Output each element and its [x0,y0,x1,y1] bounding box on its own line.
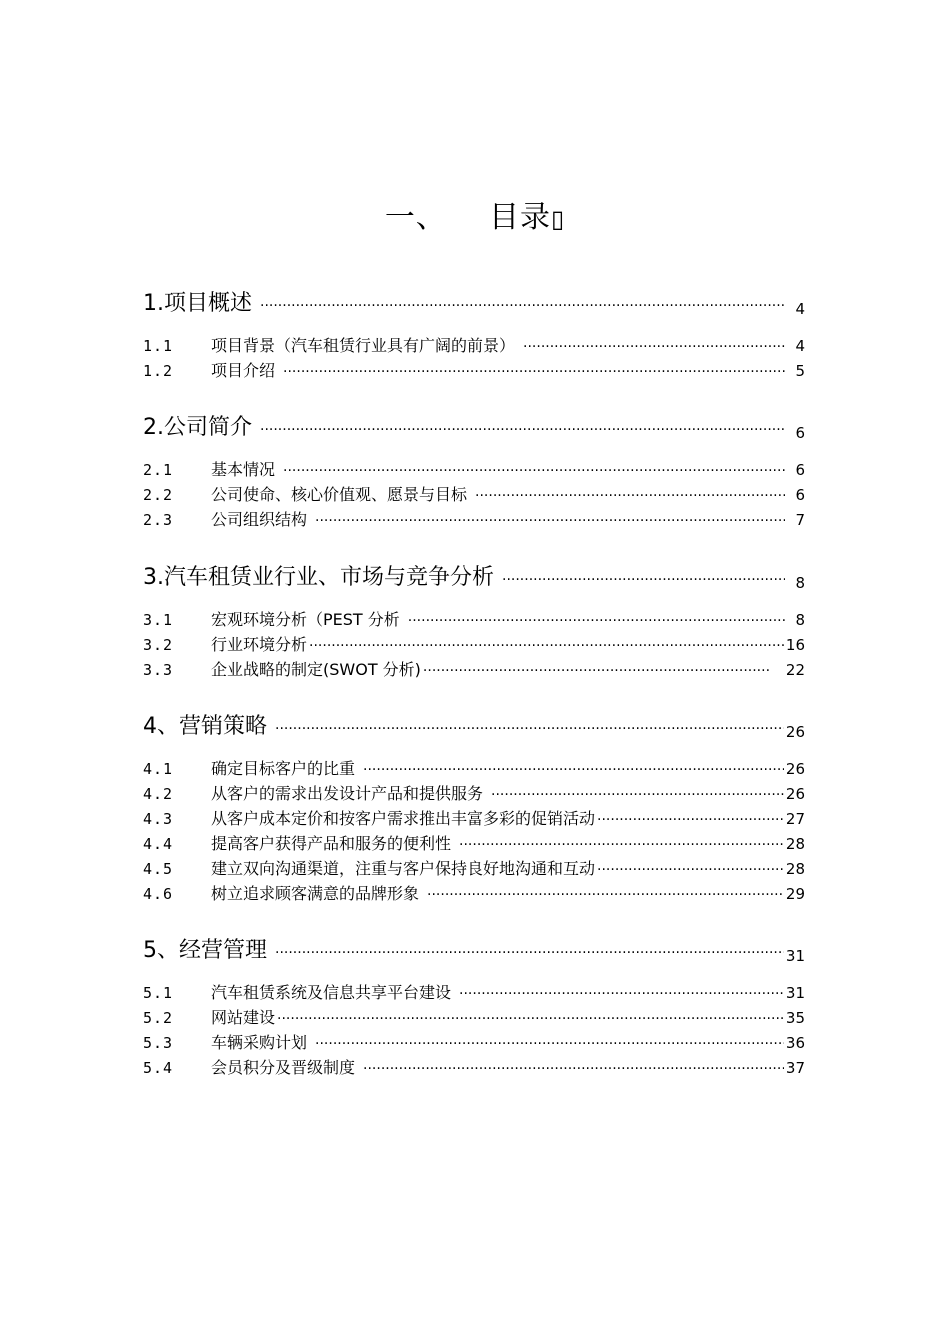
dot-leader [283,364,785,380]
toc-item-3-2-label: 行业环境分析 [211,635,308,654]
toc-item-1-1-number: 1.1 [143,337,174,355]
toc-section-3-label: 3.汽车租赁业行业、市场与竞争分析 [143,565,494,590]
toc-item-2-1-number: 2.1 [143,461,174,479]
toc-item-1-2[interactable] [143,358,805,382]
dot-leader [275,721,784,737]
page-title [0,192,950,236]
toc-item-3-1[interactable] [143,607,805,631]
toc-item-4-6-label: 树立追求顾客满意的品牌形象 [211,884,420,903]
dot-leader [363,762,784,778]
toc-item-2-2[interactable] [143,482,805,506]
toc-section-5-page: 31 [785,947,805,965]
dot-leader [408,613,785,629]
dot-leader [491,787,784,803]
toc-item-4-1-number: 4.1 [143,760,174,778]
toc-item-4-5-page: 28 [785,860,805,878]
toc-item-1-2-label: 项目介绍 [211,361,276,380]
dot-leader [459,837,784,853]
toc-item-4-2-label: 从客户的需求出发设计产品和提供服务 [211,784,484,803]
toc-item-2-3-number: 2.3 [143,511,174,529]
toc-item-2-2-label: 公司使命、核心价值观、愿景与目标 [211,485,468,504]
toc-item-5-2[interactable] [143,1005,805,1029]
toc-item-4-2-number: 4.2 [143,785,174,803]
toc-item-4-4-number: 4.4 [143,835,174,853]
title-placeholder-glyph: ▯ [550,205,566,233]
toc-item-2-1-label: 基本情况 [211,460,276,479]
dot-leader [427,887,784,903]
toc-item-5-1-number: 5.1 [143,984,174,1002]
toc-item-5-3-page: 36 [785,1034,805,1052]
toc-item-3-3-page: 22 [785,661,805,679]
toc-item-5-3[interactable] [143,1030,805,1054]
dot-leader [315,513,785,529]
toc-item-3-1-label: 宏观环境分析（PEST 分析 [211,610,400,629]
toc-item-4-1-label: 确定目标客户的比重 [211,759,356,778]
toc-item-3-2[interactable] [143,632,805,656]
toc-item-4-3-number: 4.3 [143,810,174,828]
toc-item-1-1-label: 项目背景（汽车租赁行业具有广阔的前景） [211,336,516,355]
toc-item-4-5[interactable] [143,856,805,880]
dot-leader [260,298,785,314]
toc-item-5-1-label: 汽车租赁系统及信息共享平台建设 [211,983,452,1002]
toc-item-5-3-number: 5.3 [143,1034,174,1052]
toc-item-4-1[interactable] [143,756,805,780]
toc-item-4-5-label: 建立双向沟通渠道，注重与客户保持良好地沟通和互动 [211,859,596,878]
toc-item-5-4-number: 5.4 [143,1059,174,1077]
toc-item-5-4-label: 会员积分及晋级制度 [211,1058,356,1077]
toc-section-2[interactable] [143,410,805,442]
toc-item-3-3[interactable] [143,657,805,681]
toc-item-5-2-label: 网站建设 [211,1008,276,1027]
toc-item-3-1-number: 3.1 [143,611,174,629]
toc-section-1-page: 4 [795,300,805,318]
toc-item-4-6[interactable] [143,881,805,905]
toc-section-4[interactable] [143,709,805,741]
dot-leader [275,945,784,961]
toc-item-4-4[interactable] [143,831,805,855]
dot-leader [309,638,784,654]
dot-leader [597,812,784,828]
toc-section-3[interactable] [143,560,805,592]
toc-item-2-3-page: 7 [795,511,805,529]
dot-leader [260,422,785,438]
toc-section-4-label: 4、营销策略 [143,714,267,739]
toc-section-1-label: 1.项目概述 [143,291,252,316]
toc-item-4-3[interactable] [143,806,805,830]
toc-item-3-3-number: 3.3 [143,661,174,679]
toc-item-5-3-label: 车辆采购计划 [211,1033,308,1052]
toc-item-4-2-page: 26 [785,785,805,803]
toc-item-4-6-number: 4.6 [143,885,174,903]
toc-item-4-5-number: 4.5 [143,860,174,878]
dot-leader [277,1011,784,1027]
toc-item-4-4-page: 28 [785,835,805,853]
dot-leader [283,463,785,479]
dot-leader [423,663,770,679]
toc-item-5-4-page: 37 [785,1059,805,1077]
toc-item-2-2-number: 2.2 [143,486,174,504]
toc-item-5-2-number: 5.2 [143,1009,174,1027]
dot-leader [459,986,784,1002]
toc-section-2-label: 2.公司简介 [143,415,252,440]
toc-item-4-2[interactable] [143,781,805,805]
toc-item-1-1-page: 4 [795,337,805,355]
page-title-text: 一、 目录 [384,200,551,235]
toc-item-2-1-page: 6 [795,461,805,479]
toc-item-5-2-page: 35 [785,1009,805,1027]
dot-leader [315,1036,784,1052]
toc-item-2-3[interactable] [143,507,805,531]
toc-section-2-page: 6 [795,424,805,442]
dot-leader [363,1061,784,1077]
toc-section-4-page: 26 [785,723,805,741]
toc-section-5[interactable] [143,933,805,965]
toc-item-4-6-page: 29 [785,885,805,903]
toc-item-5-1[interactable] [143,980,805,1004]
toc-item-1-2-number: 1.2 [143,362,174,380]
toc-section-5-label: 5、经营管理 [143,938,267,963]
toc-item-2-3-label: 公司组织结构 [211,510,308,529]
toc-section-1[interactable] [143,286,805,318]
toc-section-3-page: 8 [795,574,805,592]
toc-item-4-4-label: 提高客户获得产品和服务的便利性 [211,834,452,853]
dot-leader [523,339,785,355]
toc-item-5-1-page: 31 [785,984,805,1002]
toc-item-4-3-page: 27 [785,810,805,828]
dot-leader [597,862,784,878]
dot-leader [475,488,785,504]
toc-item-3-2-page: 16 [785,636,805,654]
toc-item-5-4[interactable] [143,1055,805,1079]
toc-item-4-1-page: 26 [785,760,805,778]
toc-item-1-1[interactable] [143,333,805,357]
toc-item-4-3-label: 从客户成本定价和按客户需求推出丰富多彩的促销活动 [211,809,596,828]
toc-item-2-1[interactable] [143,457,805,481]
toc-item-2-2-page: 6 [795,486,805,504]
toc-item-1-2-page: 5 [795,362,805,380]
toc-item-3-1-page: 8 [795,611,805,629]
toc-item-3-2-number: 3.2 [143,636,174,654]
dot-leader [502,572,785,588]
toc-item-3-3-label: 企业战略的制定(SWOT 分析) [211,660,421,679]
